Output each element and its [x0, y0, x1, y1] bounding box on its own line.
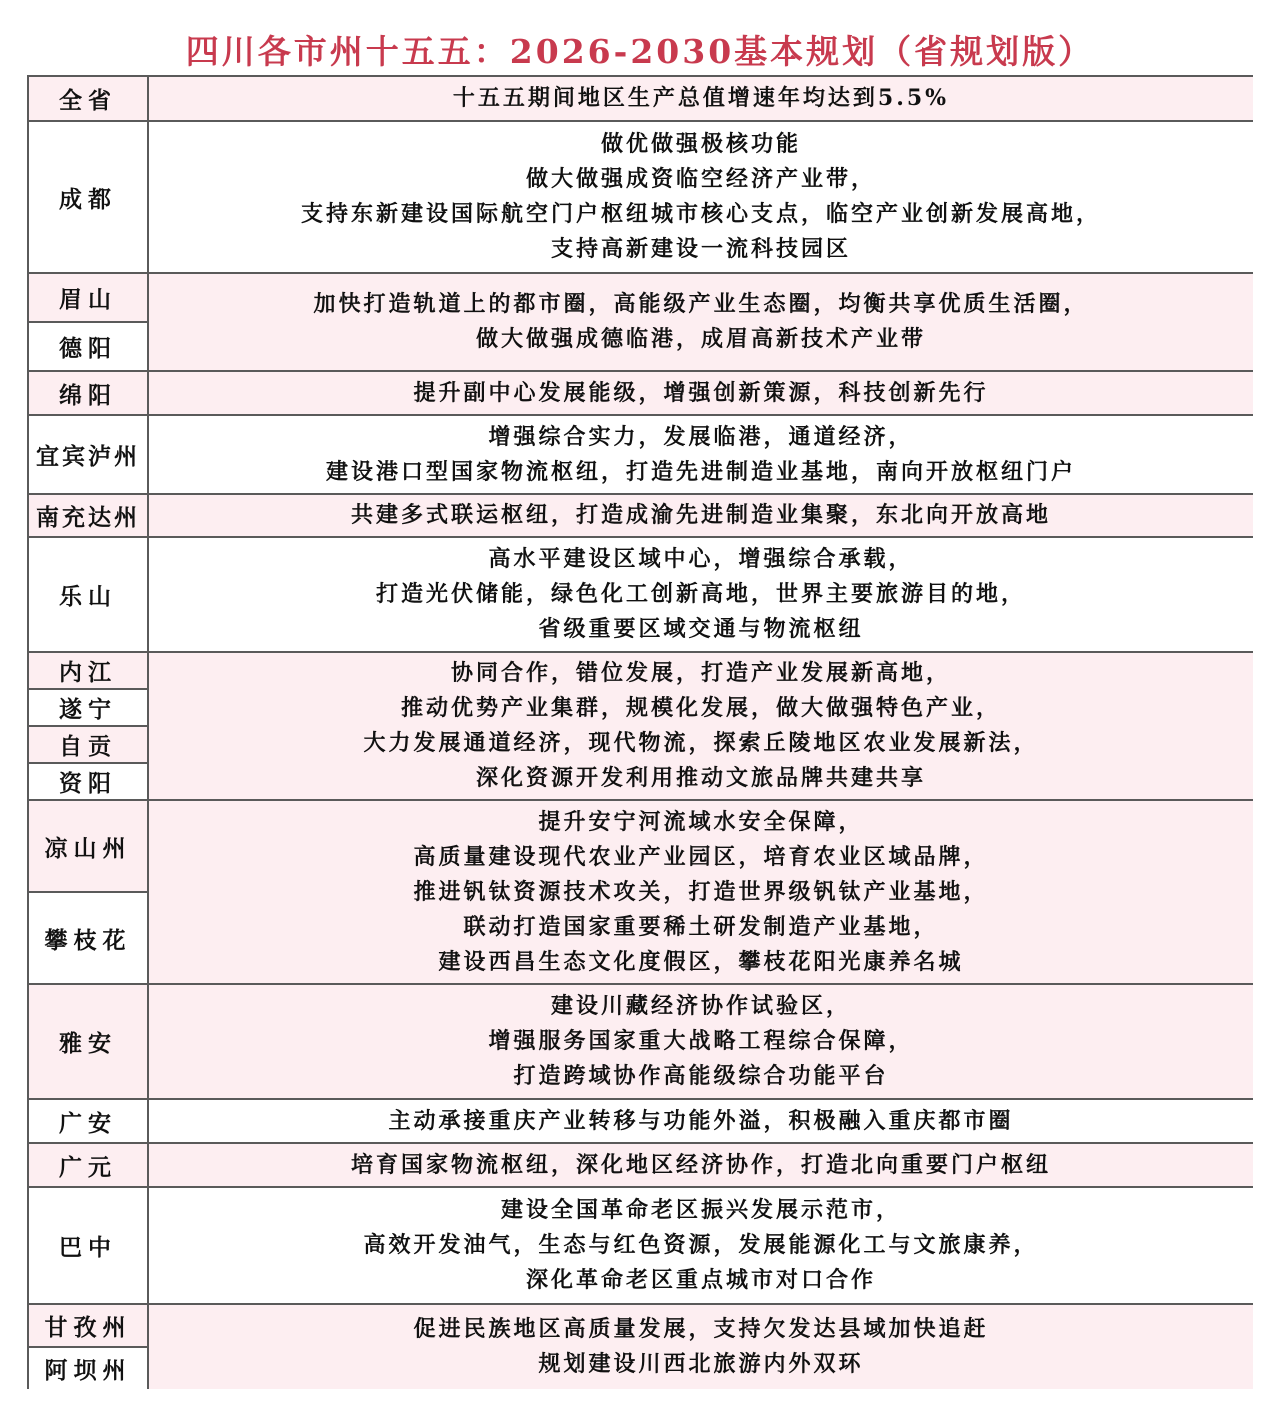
region-names [27, 274, 149, 370]
plan-line: 支持高新建设一流科技园区 [550, 236, 851, 262]
plan-line: 深化革命老区重点城市对口合作 [525, 1267, 876, 1293]
region-name: 阿坝州 [29, 1346, 147, 1389]
region-names [27, 77, 149, 120]
table-row-yaan [27, 983, 1253, 1098]
table-row-chengdu [27, 120, 1253, 272]
plan-line: 做大做强成资临空经济产业带， [525, 166, 876, 192]
plan-table [27, 75, 1253, 1389]
plan-content [149, 122, 1253, 272]
plan-line: 大力发展通道经济，现代物流，探索丘陵地区农业发展新法， [363, 730, 1039, 756]
region-name: 全省 [29, 77, 147, 120]
plan-line: 十五五期间地区生产总值增速年均达到5.5% [452, 85, 950, 111]
region-name: 自贡 [29, 725, 147, 762]
region-names [27, 1305, 149, 1389]
region-name: 广元 [29, 1144, 147, 1186]
plan-line: 增强服务国家重大战略工程综合保障， [488, 1028, 914, 1054]
plan-line: 协同合作，错位发展，打造产业发展新高地， [450, 660, 951, 686]
plan-line: 打造跨域协作高能级综合功能平台 [513, 1063, 889, 1089]
table-row-leshan [27, 536, 1253, 651]
plan-line: 建设全国革命老区振兴发展示范市， [500, 1197, 901, 1223]
table-row-ganzi-aba [27, 1303, 1253, 1389]
plan-line: 省级重要区域交通与物流枢纽 [538, 616, 864, 642]
plan-line: 共建多式联运枢纽，打造成渝先进制造业集聚，东北向开放高地 [350, 502, 1051, 528]
plan-line: 提升副中心发展能级，增强创新策源，科技创新先行 [413, 379, 989, 406]
region-name: 内江 [29, 653, 147, 688]
plan-content [149, 495, 1253, 536]
plan-line: 联动打造国家重要稀土研发制造产业基地， [463, 913, 939, 940]
plan-line: 建设港口型国家物流枢纽，打造先进制造业基地，南向开放枢纽门户 [325, 458, 1076, 485]
plan-line: 支持东新建设国际航空门户枢纽城市核心支点，临空产业创新发展高地， [300, 201, 1101, 227]
region-names [27, 538, 149, 651]
plan-line: 推动优势产业集群，规模化发展，做大做强特色产业， [400, 695, 1001, 721]
plan-content [149, 77, 1253, 120]
region-name: 眉山 [29, 274, 147, 321]
page-title [0, 28, 1280, 76]
plan-content [149, 1144, 1253, 1186]
region-name: 南充达州 [29, 495, 147, 536]
plan-content [149, 416, 1253, 493]
plan-content [149, 801, 1253, 983]
region-name: 广安 [29, 1100, 147, 1142]
table-row-nanchong-dazhou [27, 493, 1253, 536]
plan-line: 高水平建设区域中心，增强综合承载， [488, 546, 914, 572]
plan-line: 推进钒钛资源技术攻关，打造世界级钒钛产业基地， [413, 878, 989, 905]
plan-content [149, 538, 1253, 651]
region-name: 宜宾泸州 [29, 416, 147, 493]
region-names [27, 495, 149, 536]
region-name: 凉山州 [29, 801, 147, 891]
plan-line: 做大做强成德临港，成眉高新技术产业带 [475, 326, 926, 352]
plan-content [149, 653, 1253, 799]
plan-line: 高质量建设现代农业产业园区，培育农业区域品牌， [413, 843, 989, 870]
title-text: 四川各市州十五五：2026-2030基本规划（省规划版） [185, 32, 1095, 71]
table-row-neijiang-group [27, 651, 1253, 799]
region-names [27, 801, 149, 983]
plan-line: 提升安宁河流域水安全保障， [538, 808, 864, 835]
plan-line: 培育国家物流枢纽，深化地区经济协作，打造北向重要门户枢纽 [350, 1151, 1051, 1178]
region-name: 攀枝花 [29, 891, 147, 983]
plan-line: 主动承接重庆产业转移与功能外溢，积极融入重庆都市圈 [388, 1107, 1014, 1134]
plan-content [149, 1188, 1253, 1303]
plan-content [149, 372, 1253, 414]
plan-line: 深化资源开发利用推动文旅品牌共建共享 [475, 765, 926, 791]
plan-line: 打造光伏储能，绿色化工创新高地，世界主要旅游目的地， [375, 581, 1026, 607]
plan-content [149, 985, 1253, 1098]
plan-line: 促进民族地区高质量发展，支持欠发达县域加快追赶 [413, 1316, 989, 1342]
region-names [27, 122, 149, 272]
plan-content [149, 1100, 1253, 1142]
plan-line: 加快打造轨道上的都市圈，高能级产业生态圈，均衡共享优质生活圈， [313, 291, 1089, 317]
region-names [27, 1188, 149, 1303]
plan-content [149, 1305, 1253, 1389]
plan-line: 规划建设川西北旅游内外双环 [538, 1351, 864, 1377]
region-names [27, 985, 149, 1098]
region-name: 乐山 [29, 538, 147, 651]
plan-line: 高效开发油气，生态与红色资源，发展能源化工与文旅康养， [363, 1232, 1039, 1258]
region-names [27, 653, 149, 799]
region-name: 德阳 [29, 321, 147, 370]
table-row-yibin-luzhou [27, 414, 1253, 493]
region-name: 成都 [29, 122, 147, 272]
plan-line: 建设川藏经济协作试验区， [550, 993, 851, 1019]
table-row-quansheng [27, 75, 1253, 120]
plan-line: 增强综合实力，发展临港，通道经济， [488, 423, 914, 450]
region-names [27, 1100, 149, 1142]
region-name: 资阳 [29, 762, 147, 799]
region-names [27, 372, 149, 414]
table-row-liangshan-panzhihua [27, 799, 1253, 983]
region-name: 甘孜州 [29, 1305, 147, 1346]
region-name: 遂宁 [29, 688, 147, 725]
region-name: 雅安 [29, 985, 147, 1098]
region-names [27, 416, 149, 493]
region-names [27, 1144, 149, 1186]
plan-line: 建设西昌生态文化度假区，攀枝花阳光康养名城 [438, 948, 964, 975]
table-row-bazhong [27, 1186, 1253, 1303]
table-row-guangan [27, 1098, 1253, 1142]
table-row-guangyuan [27, 1142, 1253, 1186]
plan-line: 做优做强极核功能 [600, 131, 801, 157]
table-row-mianyang [27, 370, 1253, 414]
region-name: 绵阳 [29, 372, 147, 414]
region-name: 巴中 [29, 1188, 147, 1303]
table-row-meishan-deyang [27, 272, 1253, 370]
plan-content [149, 274, 1253, 370]
